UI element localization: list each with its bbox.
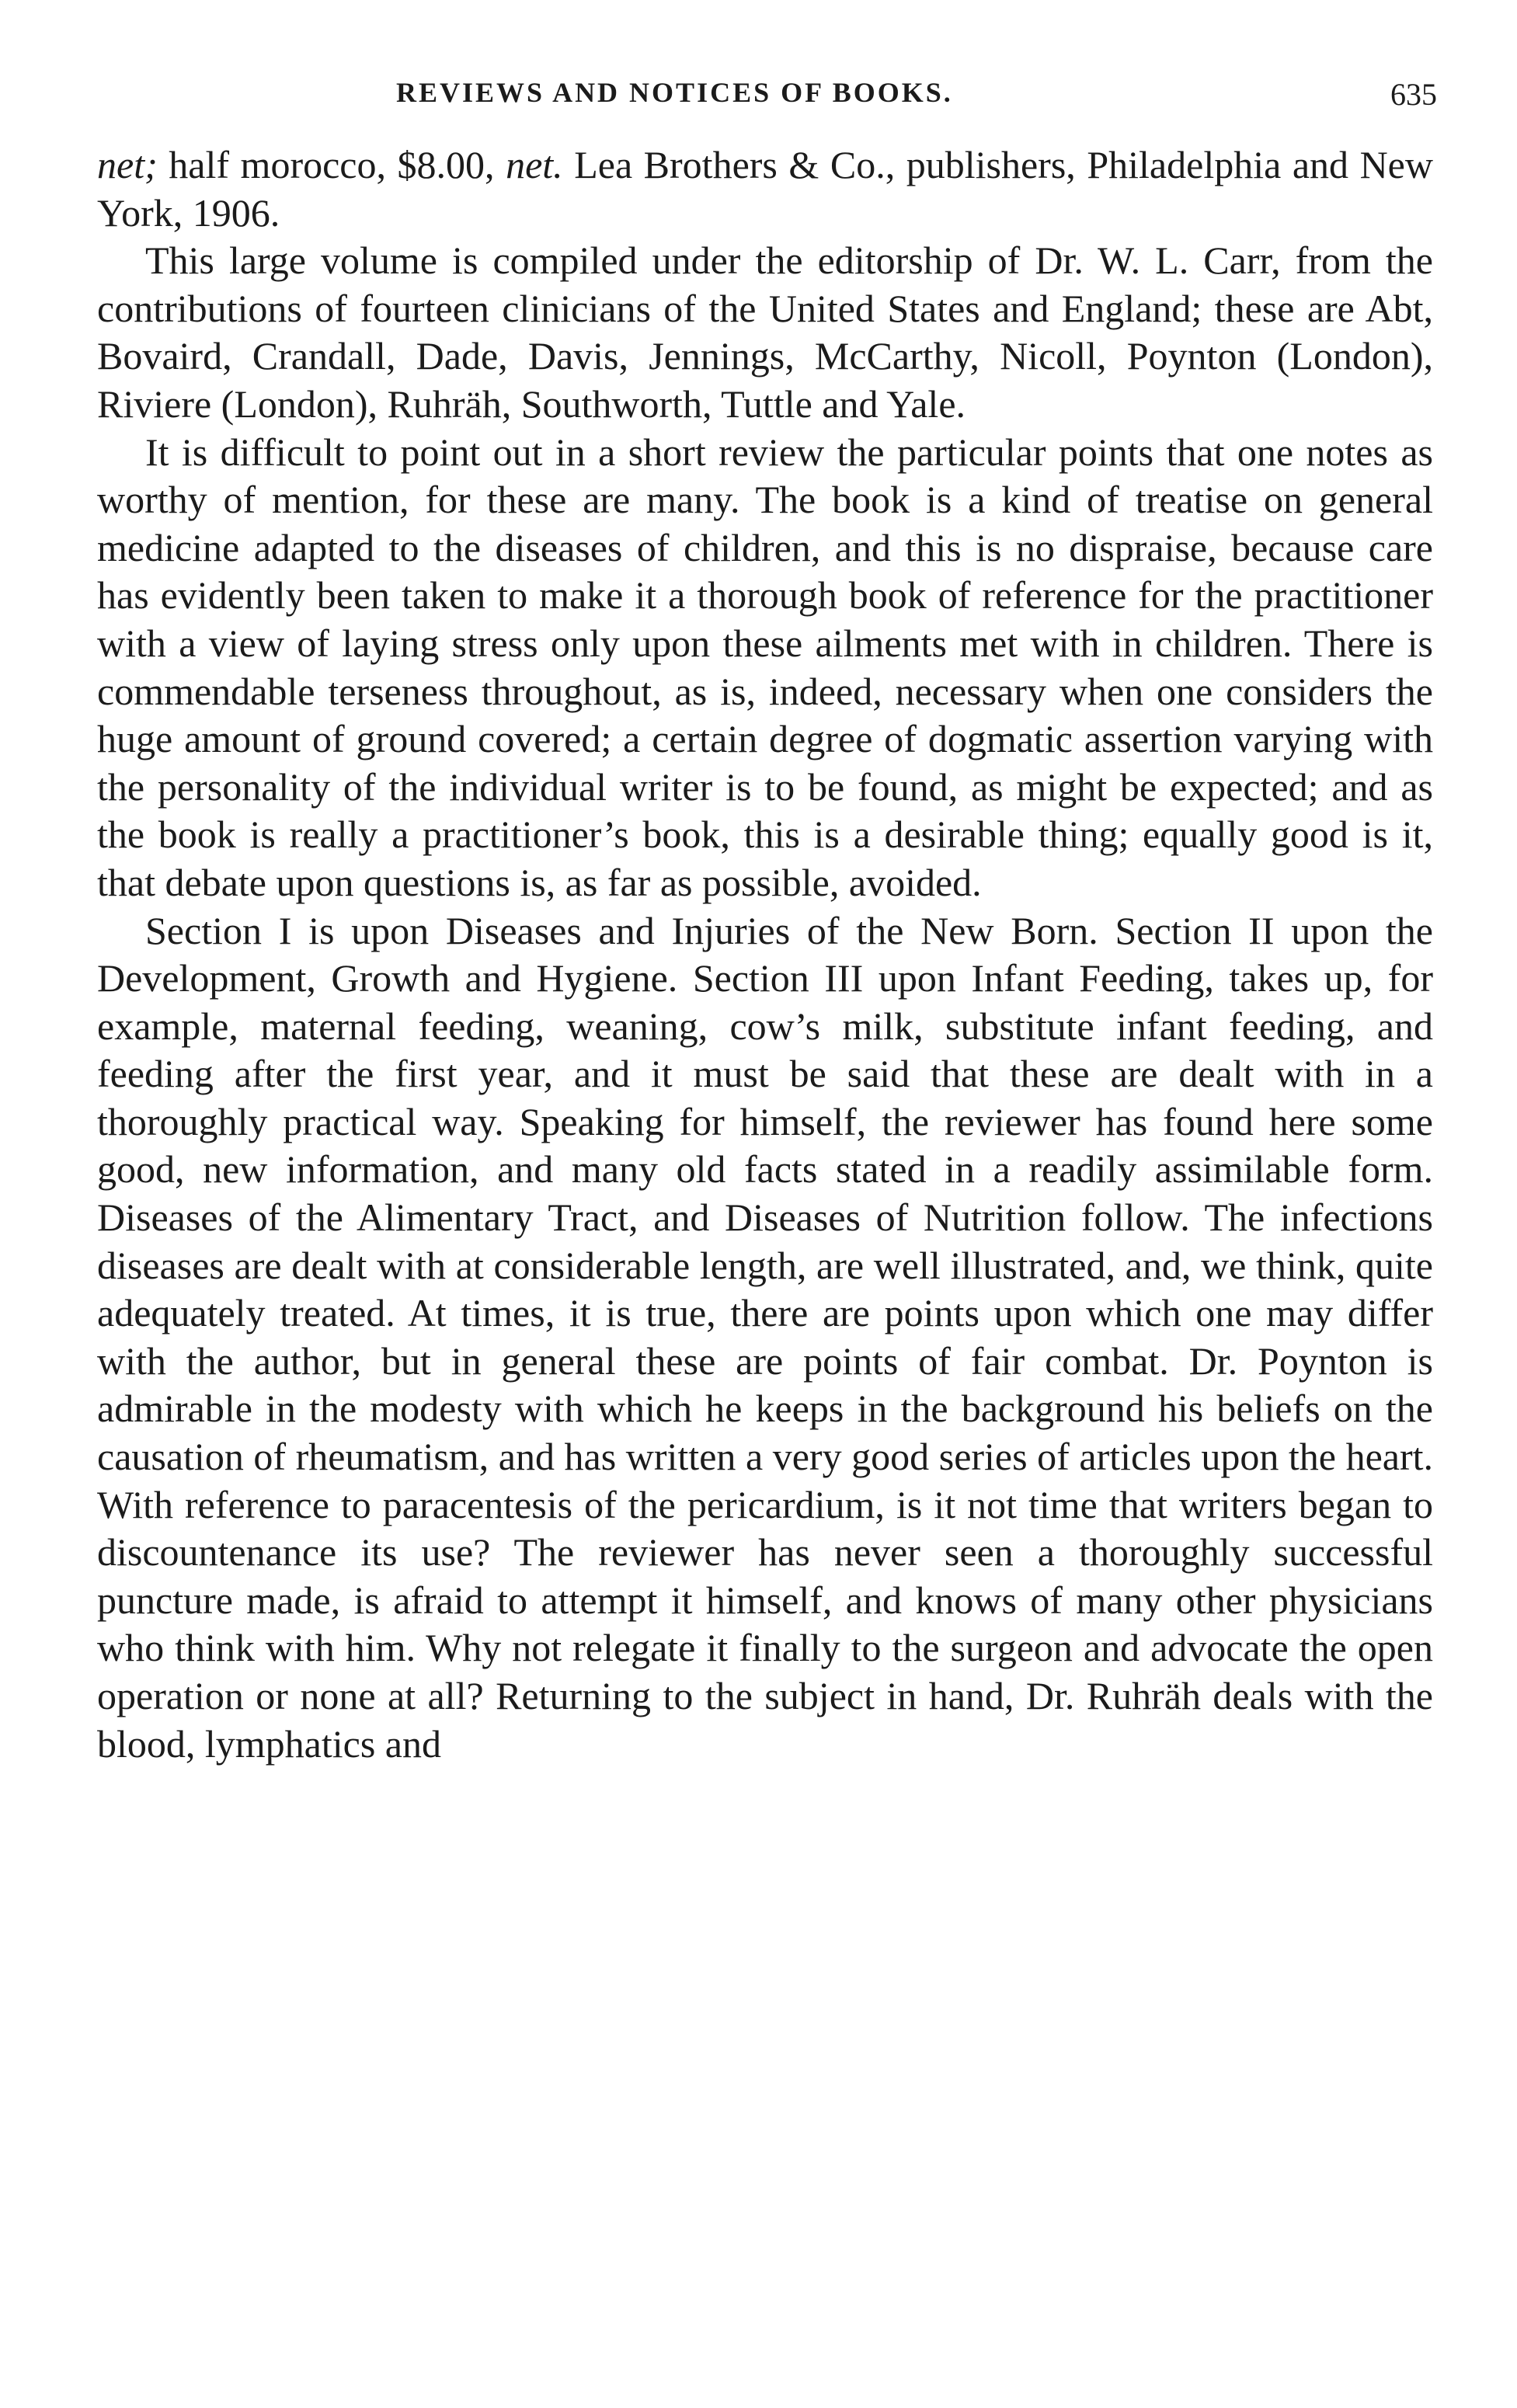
page-number: 635 [1390,77,1437,112]
review-overview-paragraph: It is difficult to point out in a short review the particular points that one notes as worthy of mention, for these are many. The book is a kind of treatise on general medicine adapted to the diseases of children, and this is no dispraise, because care has evidently been taken to make it a thorough book of reference for the practitioner with a view of laying stress only upon these ailments met with in children. There is commendable terseness throughout, as is, indeed, necessary when one considers the huge amount of ground covered; a certain degree of dogmatic assertion varying with the personality of the individual writer is to be found, as might be expected; and as the book is really a practitioner’s book, this is a desirable thing; equally good is it, that debate upon questions is, as far as possible, avoided. [97,430,1433,904]
sections-paragraph: Section I is upon Diseases and Injuries of the New Born. Section II upon the Development, Growth and Hygiene. Section III upon Infant Feeding, takes up, for example, maternal feeding, weaning, cow’s milk, substitute infant feeding, and feeding after the first year, and it must be said that these are dealt with in a thoroughly practical way. Speaking for himself, the reviewer has found here some good, new information, and many old facts stated in a readily assimilable form. Diseases of the Alimentary Tract, and Diseases of Nutrition follow. The infections diseases are dealt with at considerable length, are well illustrated, and, we think, quite adequately treated. At times, it is true, there are points upon which one may differ with the author, but in general these are points of fair combat. Dr. Poynton is admirable in the modesty with which he keeps in the background his beliefs on the causation of rheumatism, and has written a very good series of articles upon the heart. With reference to paracentesis of the pericardium, is it not time that writers began to discountenance its use? The reviewer has never seen a thoroughly successful puncture made, is afraid to attempt it himself, and knows of many other physicians who think with him. Why not relegate it finally to the surgeon and advocate the open operation or none at all? Returning to the subject in hand, Dr. Ruhräh deals with the blood, lymphatics and [97,908,1433,1766]
contributors-paragraph: This large volume is compiled under the editorship of Dr. W. L. Carr, from the contributions of fourteen clinicians of the United States and England; these are Abt, Bovaird, Crandall, Dade, Davis, Jennings, McCarthy, Nicoll, Poynton (London), Riviere (London), Ruhräh, Southworth, Tuttle and Yale. [97,238,1433,426]
price-note-italic: net; [97,143,158,186]
running-head [101,76,1437,123]
running-title: REVIEWS AND NOTICES OF BOOKS. [396,77,953,108]
review-text [97,141,1433,1768]
price-text: half morocco, $8.00, [157,143,506,186]
publisher-text: Lea Brothers & Co., publishers, Philadelphia and New York, 1906. [97,143,1433,235]
price-net-italic: net. [506,143,563,186]
publication-details-paragraph [97,141,1433,237]
